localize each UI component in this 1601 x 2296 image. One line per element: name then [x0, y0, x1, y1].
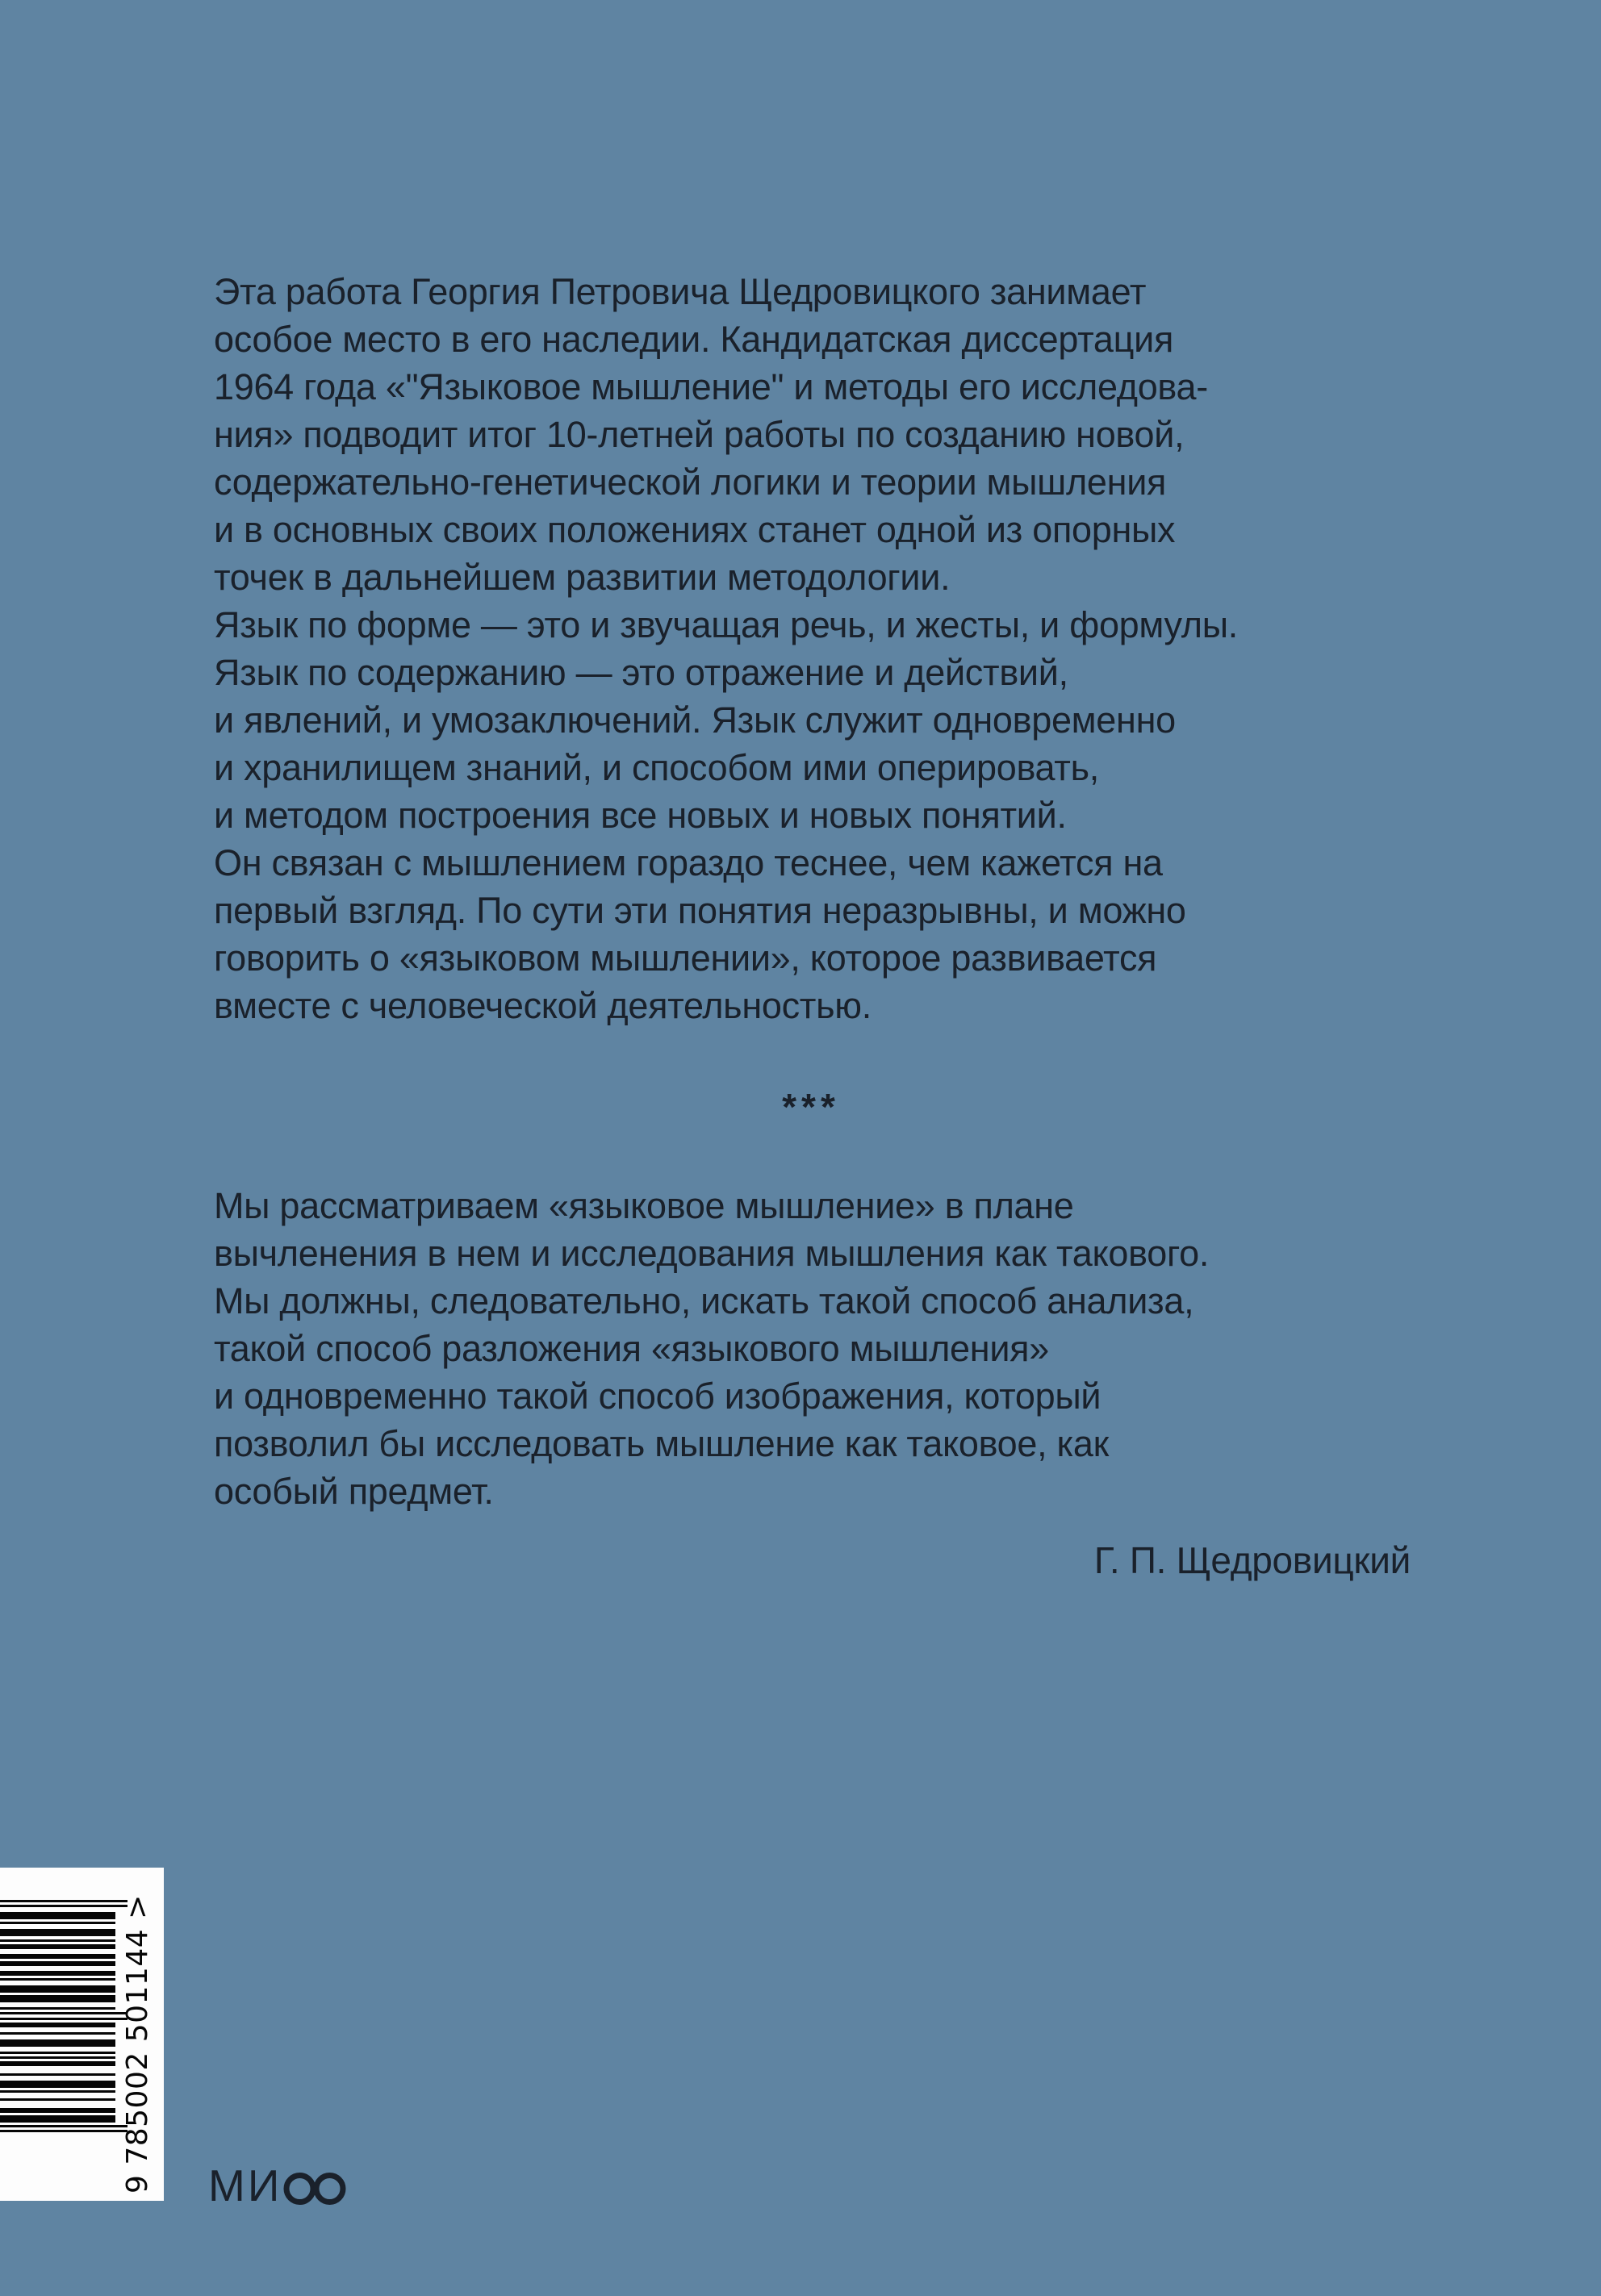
annotation-line: вычленения в нем и исследования мышления как такового. [214, 1233, 1210, 1274]
annotation-line: вместе с человеческой деятельностью. [214, 985, 872, 1026]
annotation-line: Эта работа Георгия Петровича Щедровицкого занимает [214, 271, 1147, 312]
annotation-line: такой способ разложения «языкового мышления» [214, 1328, 1049, 1369]
annotation-line: Мы рассматриваем «языковое мышление» в плане [214, 1185, 1074, 1226]
barcode-label [0, 1868, 164, 2201]
annotation-paragraph-1 [214, 268, 1412, 1029]
barcode-number-text: 9 785002 501144 > [121, 1894, 154, 2194]
section-separator-asterisks: *** [782, 1086, 840, 1128]
annotation-line: ния» подводит итог 10-летней работы по созданию новой, [214, 414, 1185, 455]
annotation-line: особое место в его наследии. Кандидатская диссертация [214, 319, 1174, 360]
annotation-line: позволил бы исследовать мышление как таковое, как [214, 1423, 1110, 1464]
publisher-logo-mif [208, 2160, 346, 2213]
annotation-line: точек в дальнейшем развитии методологии. [214, 557, 951, 598]
annotation-line: и одновременно такой способ изображения, который [214, 1376, 1101, 1417]
annotation-line: Язык по содержанию — это отражение и действий, [214, 652, 1068, 693]
publisher-logo-text: МИ [208, 2160, 282, 2210]
annotation-line: Он связан с мышлением гораздо теснее, чем кажется на [214, 842, 1163, 883]
annotation-line: 1964 года «"Языковое мышление" и методы его исследова- [214, 366, 1208, 407]
annotation-line: первый взгляд. По сути эти понятия неразрывны, и можно [214, 890, 1186, 931]
annotation-line: и в основных своих положениях станет одной из опорных [214, 509, 1176, 550]
annotation-line: Язык по форме — это и звучащая речь, и жесты, и формулы. [214, 604, 1238, 645]
annotation-line: говорить о «языковом мышлении», которое развивается [214, 937, 1157, 979]
annotation-line: и явлений, и умозаключений. Язык служит одновременно [214, 699, 1176, 741]
author-signature: Г. П. Щедровицкий [1093, 1539, 1411, 1581]
infinity-icon [283, 2169, 346, 2213]
annotation-line: и методом построения все новых и новых понятий. [214, 795, 1067, 836]
annotation-line: Мы должны, следовательно, искать такой способ анализа, [214, 1280, 1194, 1321]
annotation-line: содержательно-генетической логики и теории мышления [214, 461, 1167, 503]
annotation-paragraph-2 [214, 1182, 1412, 1515]
annotation-line: особый предмет. [214, 1471, 494, 1512]
annotation-line: и хранилищем знаний, и способом ими оперировать, [214, 747, 1099, 788]
